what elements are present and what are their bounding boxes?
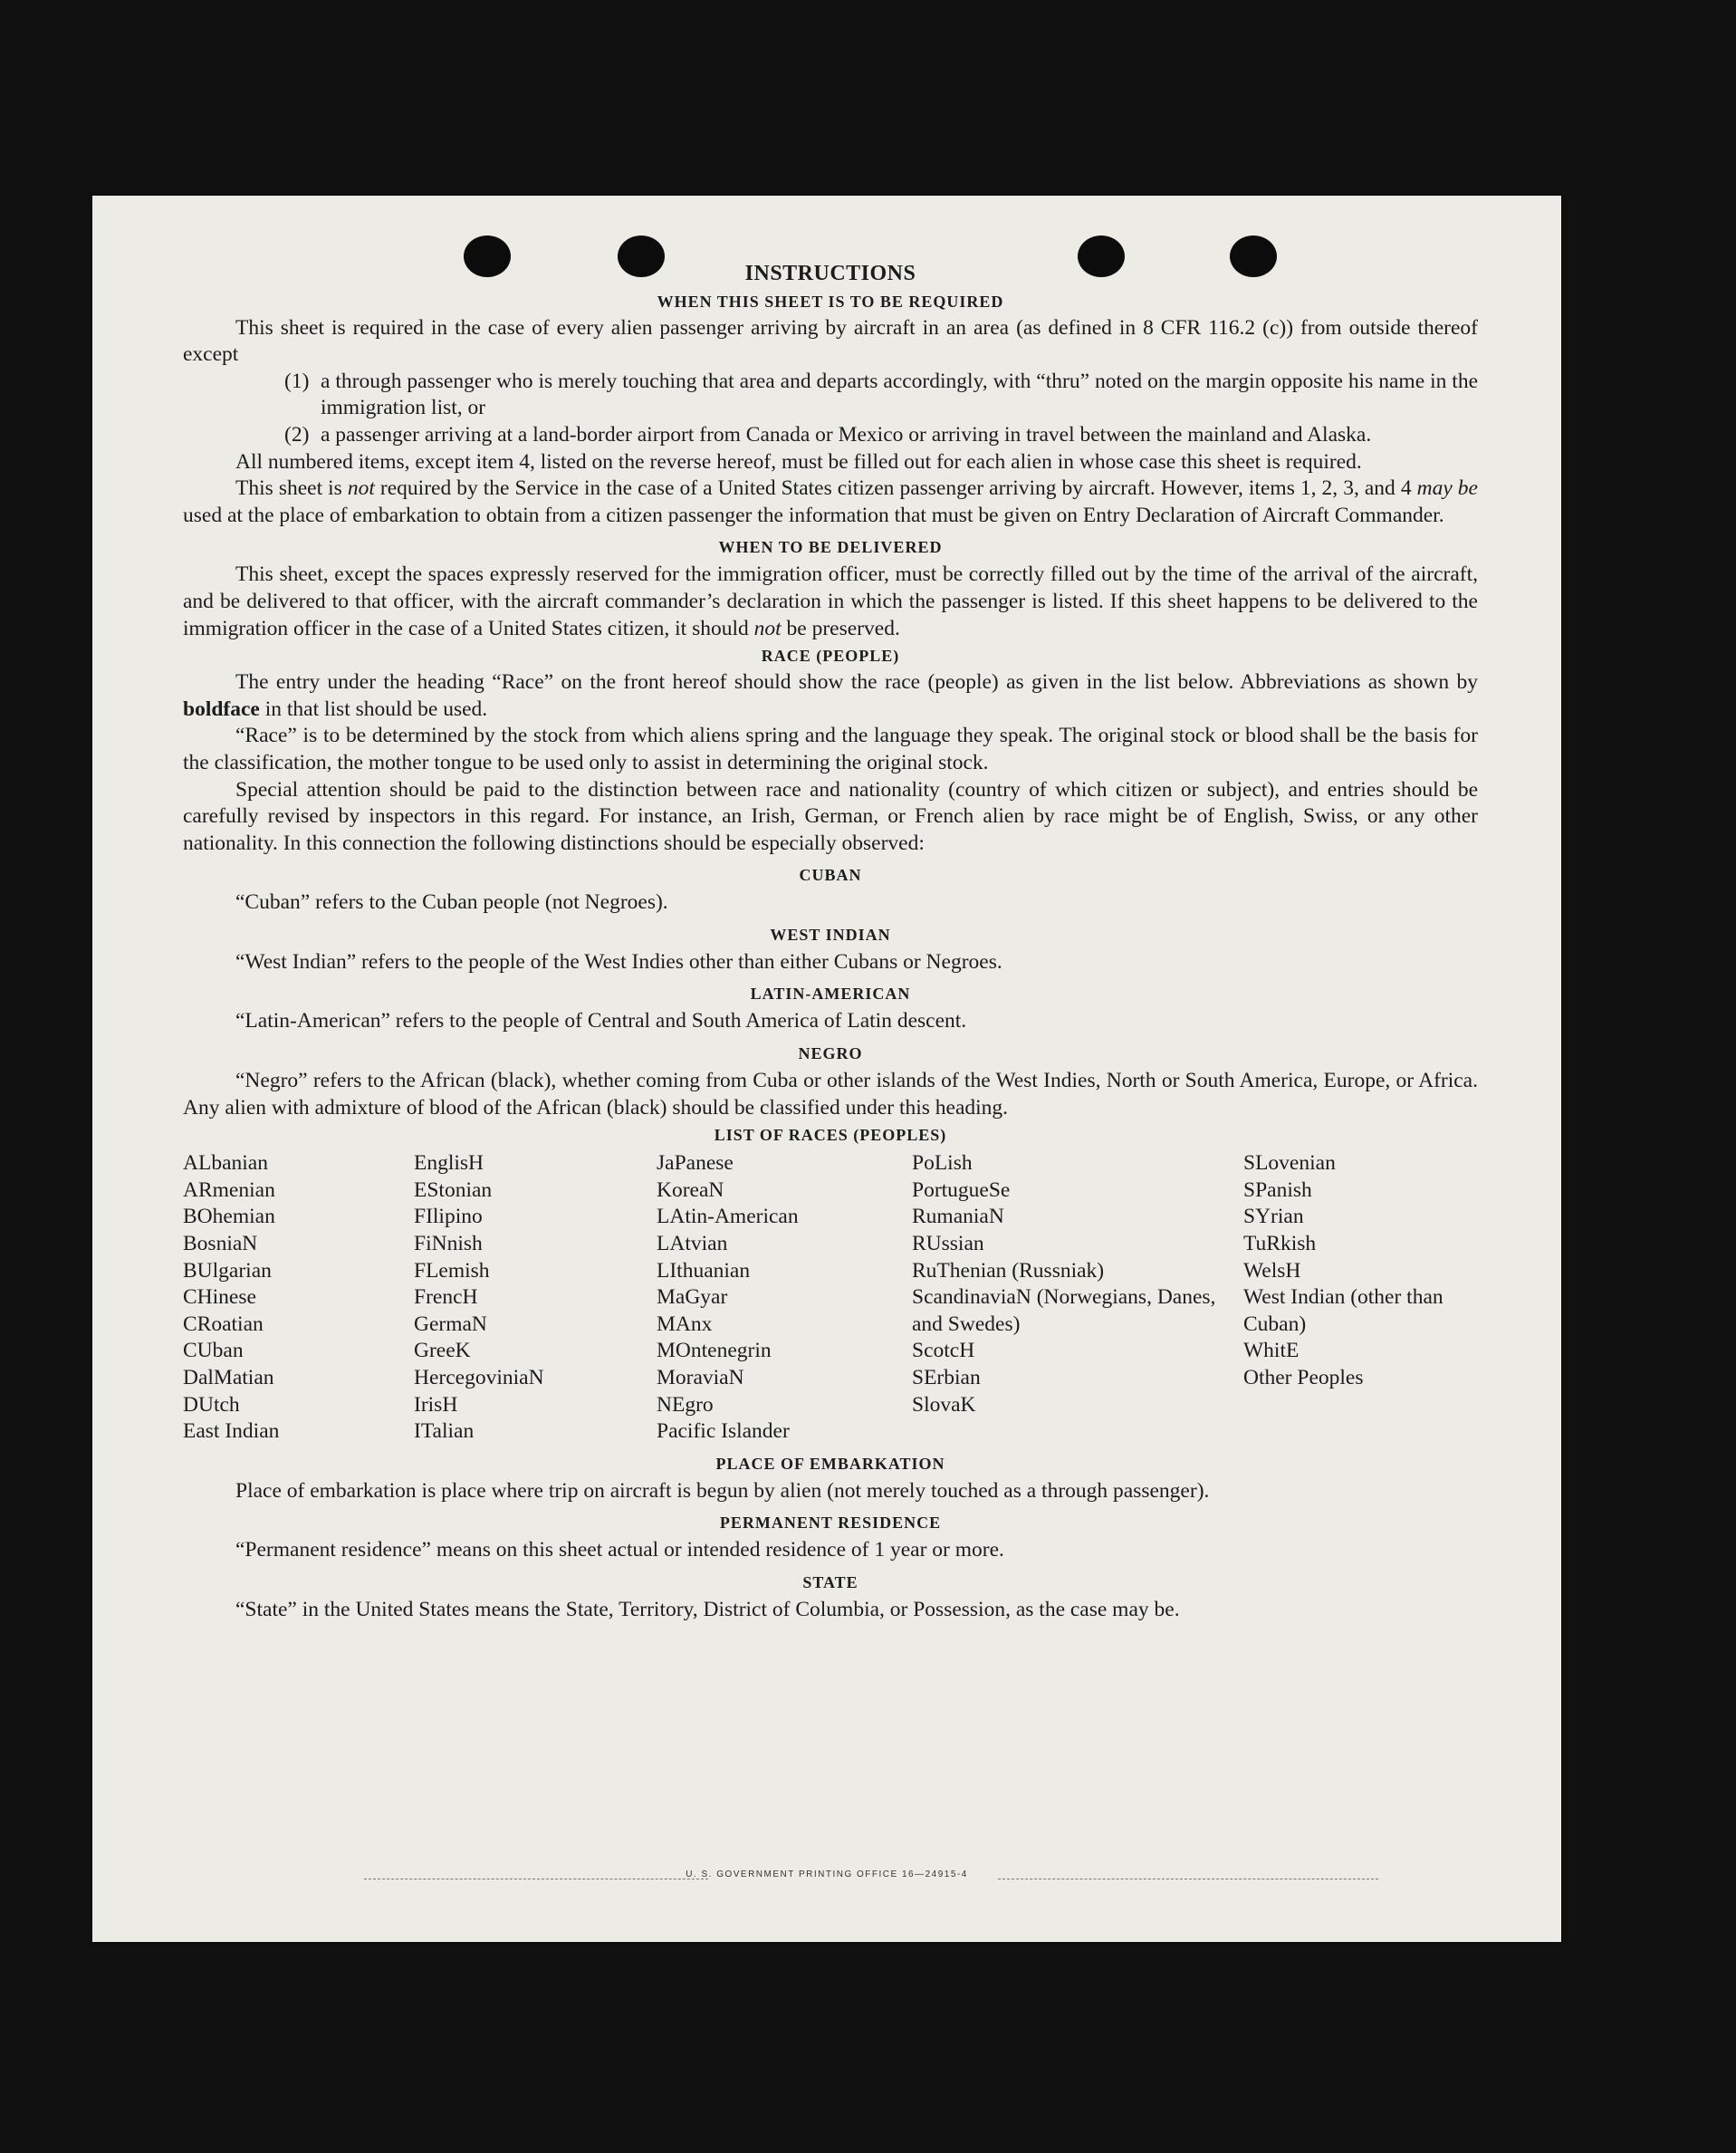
section-heading: LIST OF RACES (PEOPLES): [714, 1126, 947, 1145]
section-heading: PERMANENT RESIDENCE: [719, 1514, 942, 1533]
race-entry: Other Peoples: [1243, 1366, 1364, 1389]
race-entry: WhitE: [1243, 1339, 1300, 1363]
list-number: (2): [284, 422, 310, 447]
race-entry: RumaniaN: [912, 1205, 1004, 1229]
race-entry: FrencH: [414, 1285, 478, 1310]
race-entry: SYrian: [1243, 1205, 1304, 1229]
race-entry: LIthuanian: [657, 1258, 751, 1283]
paragraph: This sheet is not required by the Service in the case of a United States citizen passenger arriving by aircraft. However, items 1, 2, 3, and 4 may be used at the place of embarkation to obtain from a citizen passenger the information that must be given on Entry Declaration of Aircraft Commander.: [183, 476, 1478, 527]
race-column: [912, 1150, 1243, 1446]
race-entry: East Indian: [183, 1419, 280, 1444]
section-heading: PLACE OF EMBARKATION: [715, 1454, 945, 1473]
race-entry: RUssian: [912, 1232, 984, 1256]
race-entry: DUtch: [183, 1392, 240, 1417]
section-heading: WEST INDIAN: [770, 925, 891, 944]
race-entry: ITalian: [414, 1419, 475, 1444]
race-entry: ScandinaviaN (Norwegians, Danes, and Swedes): [912, 1285, 1216, 1336]
race-entry: ALbanian: [183, 1151, 268, 1176]
race-entry: FLemish: [414, 1258, 490, 1283]
section-heading: WHEN THIS SHEET IS TO BE REQUIRED: [657, 292, 1004, 311]
paragraph: “Negro” refers to the African (black), whether coming from Cuba or other islands of the West Indies, North or South America, Europe, or Africa. Any alien with admixture of blood of the African (black) should be classified under this heading.: [183, 1069, 1478, 1120]
race-entry: SPanish: [1243, 1177, 1312, 1202]
printer-imprint: U. S. GOVERNMENT PRINTING OFFICE 16—24915-4: [686, 1869, 968, 1879]
race-entry: BOhemian: [183, 1205, 275, 1229]
instructions-body: [183, 261, 1478, 1624]
race-entry: CRoatian: [183, 1312, 264, 1336]
section-heading: NEGRO: [798, 1044, 863, 1063]
list-item: [183, 369, 1478, 422]
section-heading: WHEN TO BE DELIVERED: [718, 538, 943, 557]
race-entry: SErbian: [912, 1366, 981, 1389]
paragraph: “Permanent residence” means on this sheet actual or intended residence of 1 year or more.: [235, 1538, 1004, 1562]
paragraph: This sheet is required in the case of every alien passenger arriving by aircraft in an area (as defined in 8 CFR 116.2 (c)) from outside thereof except: [183, 315, 1478, 367]
race-entry: IrisH: [414, 1392, 458, 1417]
race-entry: SlovaK: [912, 1392, 976, 1417]
race-entry: LAtvian: [657, 1232, 728, 1256]
race-entry: FIlipino: [414, 1205, 483, 1229]
race-entry: TuRkish: [1243, 1232, 1317, 1256]
race-entry: MaGyar: [657, 1285, 728, 1310]
race-entry: JaPanese: [657, 1151, 734, 1176]
race-entry: HercegoviniaN: [414, 1366, 544, 1389]
race-column: [414, 1150, 657, 1446]
race-entry: BUlgarian: [183, 1258, 272, 1283]
document-page: [92, 196, 1561, 1942]
section-heading: STATE: [802, 1572, 858, 1591]
list-text: a passenger arriving at a land-border airport from Canada or Mexico or arriving in travel between the mainland and Alaska.: [321, 422, 1372, 447]
race-entry: FiNnish: [414, 1232, 483, 1256]
race-entry: CUban: [183, 1339, 244, 1363]
section-heading: LATIN-AMERICAN: [750, 985, 911, 1004]
paragraph: Special attention should be paid to the distinction between race and nationality (country of which citizen or subject), and entries should be carefully revised by inspectors in this regard. For instance, an Irish, German, or French alien by race might be of English, Swiss, or any other nationality. In this connection the following distinctions should be especially observed:: [183, 777, 1478, 855]
race-list: [183, 1150, 1478, 1446]
race-entry: EnglisH: [414, 1151, 484, 1176]
list-item: [183, 422, 1478, 449]
race-entry: DalMatian: [183, 1366, 274, 1389]
paragraph: “Latin-American” refers to the people of Central and South America of Latin descent.: [235, 1009, 967, 1033]
paragraph: “Race” is to be determined by the stock from which aliens spring and the language they speak. The original stock or blood shall be the basis for the classification, the mother tongue to be used only to assist in determining the original stock.: [183, 724, 1478, 774]
race-entry: SLovenian: [1243, 1151, 1336, 1176]
race-entry: PortugueSe: [912, 1177, 1011, 1202]
race-entry: ARmenian: [183, 1177, 275, 1202]
race-column: [183, 1150, 414, 1446]
list-number: (1): [284, 369, 310, 393]
race-column: [657, 1150, 912, 1446]
race-entry: NEgro: [657, 1392, 714, 1417]
paragraph: “Cuban” refers to the Cuban people (not Negroes).: [235, 890, 668, 915]
race-entry: Pacific Islander: [657, 1419, 790, 1444]
race-entry: KoreaN: [657, 1177, 724, 1202]
race-column: [1243, 1150, 1478, 1446]
race-entry: GermaN: [414, 1312, 487, 1336]
list-text: a through passenger who is merely touching that area and departs accordingly, with “thru” noted on the margin opposite his name in the immigration list, or: [321, 369, 1478, 420]
paragraph: “State” in the United States means the State, Territory, District of Columbia, or Possession, as the case may be.: [235, 1597, 1180, 1621]
race-entry: CHinese: [183, 1285, 256, 1310]
race-entry: West Indian (other than Cuban): [1243, 1285, 1443, 1336]
paragraph: The entry under the heading “Race” on the front hereof should show the race (people) as given in the list below. Abbreviations as shown by boldface in that list should be used.: [183, 670, 1478, 721]
race-entry: EStonian: [414, 1177, 493, 1202]
page-title: INSTRUCTIONS: [744, 262, 916, 285]
race-entry: PoLish: [912, 1151, 973, 1176]
paragraph: “West Indian” refers to the people of the West Indies other than either Cubans or Negroes.: [235, 949, 1002, 974]
race-entry: BosniaN: [183, 1232, 258, 1256]
paragraph: Place of embarkation is place where trip on aircraft is begun by alien (not merely touched as a through passenger).: [235, 1478, 1210, 1503]
race-entry: LAtin-American: [657, 1205, 799, 1229]
race-entry: GreeK: [414, 1339, 471, 1363]
race-entry: RuThenian (Russniak): [912, 1258, 1105, 1283]
section-heading: RACE (PEOPLE): [761, 647, 900, 666]
race-entry: MOntenegrin: [657, 1339, 772, 1363]
race-entry: MoraviaN: [657, 1366, 744, 1389]
section-heading: CUBAN: [799, 866, 862, 885]
paragraph: All numbered items, except item 4, listed on the reverse hereof, must be filled out for each alien in whose case this sheet is required.: [235, 449, 1362, 474]
race-entry: ScotcH: [912, 1339, 975, 1363]
race-entry: WelsH: [1243, 1258, 1301, 1283]
race-entry: MAnx: [657, 1312, 713, 1336]
paragraph: This sheet, except the spaces expressly reserved for the immigration officer, must be correctly filled out by the time of the arrival of the aircraft, and be delivered to that officer, with the aircraft commander’s declaration in which the passenger is listed. If this sheet happens to be delivered to the immigration officer in the case of a United States citizen, it should not be preserved.: [183, 562, 1478, 640]
